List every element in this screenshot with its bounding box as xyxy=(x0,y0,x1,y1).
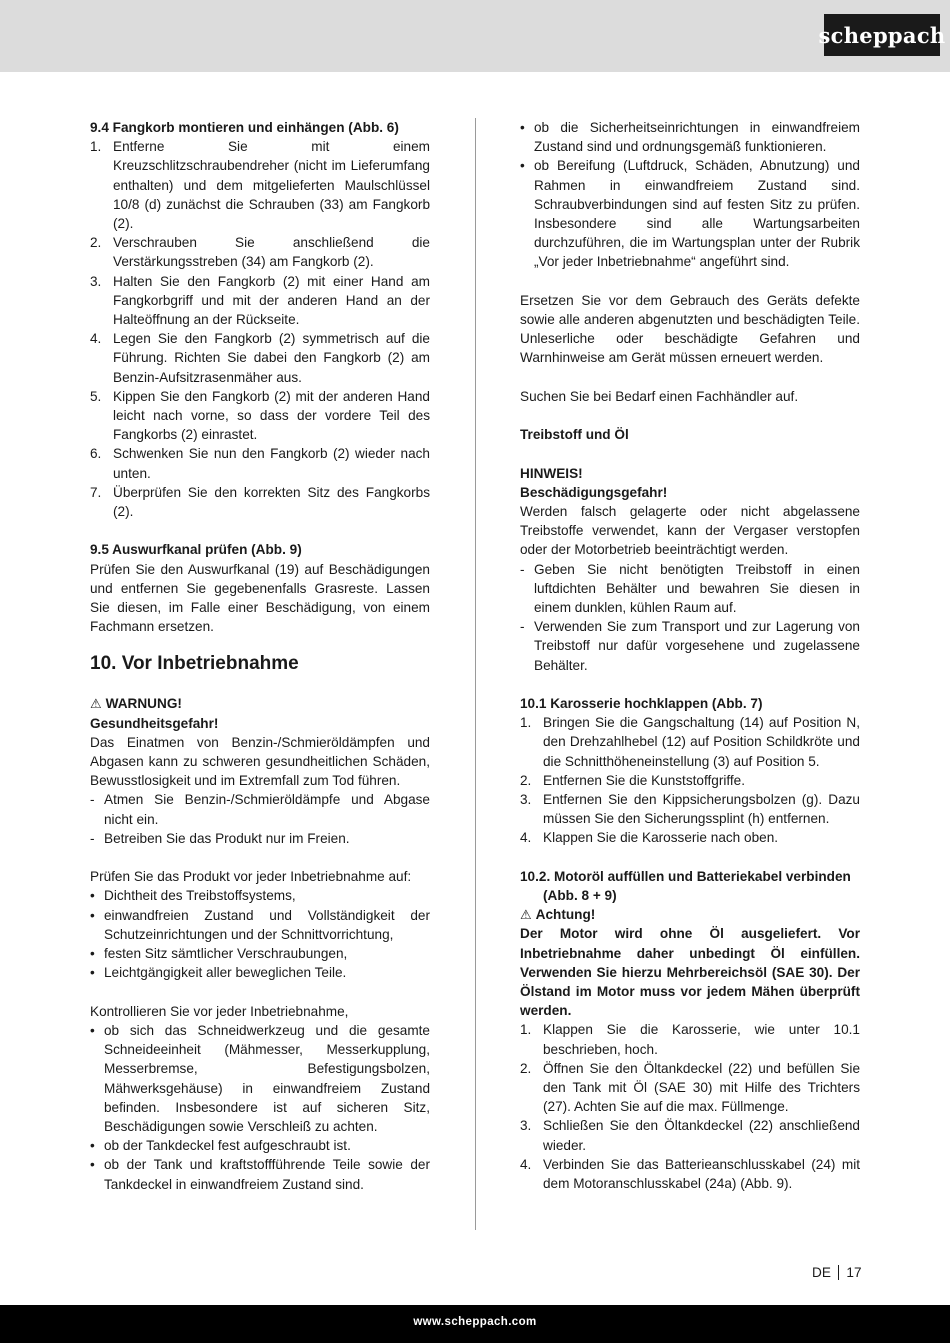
page-number xyxy=(812,1265,862,1280)
notice-list xyxy=(520,560,860,675)
notice-label: HINWEIS! xyxy=(520,465,583,481)
section-10-1-title: 10.1 Karosserie hochklappen (Abb. 7) xyxy=(520,696,763,712)
list-item: - Verwenden Sie zum Transport und zur Lagerung von Treibstoff nur dafür vorgesehene und zugelassene Behälter. xyxy=(520,619,860,673)
list-item: 7. Überprüfen Sie den korrekten Sitz des Fangkorbs (2). xyxy=(90,484,430,520)
section-10-2-title: 10.2. Motoröl auffüllen und Batteriekabel verbinden (Abb. 8 + 9) xyxy=(520,868,851,904)
list-item: 2. Verschrauben Sie anschließend die Verstärkungsstreben (34) am Fangkorb (2). xyxy=(90,235,430,270)
page-language: DE xyxy=(812,1265,831,1280)
list-item: • ob der Tankdeckel fest aufgeschraubt ist. xyxy=(90,1138,351,1154)
list-item: 3. Halten Sie den Fangkorb (2) mit einer Hand am Fangkorbgriff und mit der anderen Hand an der Halteöffnung an der Rückseite. xyxy=(90,273,430,328)
list-item: - Geben Sie nicht benötigten Treibstoff in einen luftdichten Behälter und bewahren Sie diesen in einem dunklen, kühlen Raum auf. xyxy=(520,561,860,616)
check-list xyxy=(90,886,430,982)
section-9-5-text: Prüfen Sie den Auswurfkanal (19) auf Beschädigungen und entfernen Sie gegebenenfalls Grasreste. Lassen Sie diesen, im Falle einer Beschädigung, von einem Fachmann ersetzen. xyxy=(90,561,430,635)
list-item: 4. Klappen Sie die Karosserie nach oben. xyxy=(520,830,779,846)
left-column xyxy=(90,118,430,1194)
notice-subtitle: Beschädigungsgefahr! xyxy=(520,484,668,500)
check-intro: Prüfen Sie das Produkt vor jeder Inbetriebnahme auf: xyxy=(90,869,412,885)
warning-subtitle: Gesundheitsgefahr! xyxy=(90,715,219,731)
caution-heading xyxy=(520,905,860,924)
list-item: - Atmen Sie Benzin-/Schmieröldämpfe und Abgase nicht ein. xyxy=(90,792,430,827)
list-item: • Dichtheit des Treibstoffsystems, xyxy=(90,888,296,904)
warning-triangle-icon: ⚠ xyxy=(90,696,102,712)
replace-text: Ersetzen Sie vor dem Gebrauch des Geräts defekte sowie alle anderen abgenutzten und beschädigten Teile. Unleserliche oder beschädigte Gefahren und Warnhinweise am Gerät müssen erneuert werden. xyxy=(520,292,860,366)
notice-text: Werden falsch gelagerte oder nicht abgelassene Treibstoffe verwendet, kann der Vergaser verstopfen oder der Motorbetrieb beeinträchtigt werden. xyxy=(520,504,860,558)
list-item: • ob Bereifung (Luftdruck, Schäden, Abnutzung) und Rahmen in einwandfreiem Zustand sind. Schraubverbindungen sind auf festen Sitz zu prüfen. Insbesondere sind alle Wartungsarbeiten durchzuführen, die im Wartungsplan unter der Rubrik „Vor jeder Inbetriebnahme“ angeführt sind. xyxy=(520,158,860,270)
warning-label: WARNUNG! xyxy=(105,696,182,712)
warning-triangle-icon: ⚠ xyxy=(520,907,532,923)
section-10-2-steps xyxy=(520,1020,860,1193)
list-item: 1. Entferne Sie mit einem Kreuzschlitzschraubendreher (nicht im Lieferumfang enthalten) und dem mitgelieferten Maulschlüssel 10/8 (d) zunächst die Schrauben (33) am Fangkorb (2). xyxy=(90,139,430,232)
control-list xyxy=(90,1021,430,1194)
dealer-text: Suchen Sie bei Bedarf einen Fachhändler auf. xyxy=(520,388,799,404)
list-item: 6. Schwenken Sie nun den Fangkorb (2) wieder nach unten. xyxy=(90,446,430,481)
control-intro: Kontrollieren Sie vor jeder Inbetriebnahme, xyxy=(90,1003,349,1019)
list-item: 4. Verbinden Sie das Batterieanschlusskabel (24) mit dem Motoranschlusskabel (24a) (Abb. 9). xyxy=(520,1156,860,1192)
brand-name: scheppach xyxy=(818,22,946,48)
section-10-title: 10. Vor Inbetriebnahme xyxy=(90,653,299,675)
right-column xyxy=(520,118,860,1193)
section-9-4-steps xyxy=(90,137,430,521)
fuel-title: Treibstoff und Öl xyxy=(520,427,629,443)
warning-text: Das Einatmen von Benzin-/Schmieröldämpfen und Abgasen kann zu schweren gesundheitlichen Schäden, Bewusstlosigkeit und im Extremfall zum Tod führen. xyxy=(90,734,430,789)
list-item: 2. Öffnen Sie den Öltankdeckel (22) und befüllen Sie den Tank mit Öl (SAE 30) mit Hilfe des Trichters (27). Achten Sie auf die max. Füllmenge. xyxy=(520,1060,860,1115)
footer-website: www.scheppach.com xyxy=(413,1316,537,1328)
list-item: • festen Sitz sämtlicher Verschraubungen, xyxy=(90,946,348,962)
list-item: 3. Entfernen Sie den Kippsicherungsbolzen (g). Dazu müssen Sie den Sicherungssplint (h) entfernen. xyxy=(520,792,860,827)
list-item: • ob der Tank und kraftstoffführende Teile sowie der Tankdeckel in einwandfreiem Zustand sind. xyxy=(90,1157,430,1192)
section-9-4-title: 9.4 Fangkorb montieren und einhängen (Abb. 6) xyxy=(90,120,399,135)
list-item: • einwandfreien Zustand und Vollständigkeit der Schutzeinrichtungen und der Schnittvorrichtung, xyxy=(90,907,430,942)
warning-heading xyxy=(90,694,430,713)
section-9-5-title: 9.5 Auswurfkanal prüfen (Abb. 9) xyxy=(90,542,302,558)
list-item: 2. Entfernen Sie die Kunststoffgriffe. xyxy=(520,772,746,788)
control-list-continued xyxy=(520,118,860,272)
list-item: 5. Kippen Sie den Fangkorb (2) mit der anderen Hand leicht nach vorne, so dass der vordere Teil des Fangkorbs (2) einrastet. xyxy=(90,388,430,443)
column-divider xyxy=(475,118,476,1230)
page-number-separator xyxy=(838,1265,840,1280)
list-item: • ob die Sicherheitseinrichtungen in einwandfreiem Zustand sind und ordnungsgemäß funktionieren. xyxy=(520,120,860,155)
brand-logo xyxy=(818,14,946,56)
list-item: 1. Klappen Sie die Karosserie, wie unter 10.1 beschrieben, hoch. xyxy=(520,1022,860,1057)
list-item: 1. Bringen Sie die Gangschaltung (14) auf Position N, den Drehzahlhebel (12) auf Position Schildkröte und die Schnitthöheneinstellung (3) auf Position 5. xyxy=(520,715,860,769)
warning-list xyxy=(90,790,430,848)
list-item: - Betreiben Sie das Produkt nur im Freien. xyxy=(90,830,350,846)
list-item: • Leichtgängigkeit aller beweglichen Teile. xyxy=(90,965,347,981)
caution-text: Der Motor wird ohne Öl ausgeliefert. Vor Inbetriebnahme daher unbedingt Öl einfüllen. Verwenden Sie hierzu Mehrbereichsöl (SAE 30). Der Ölstand im Motor muss vor jedem Mähen überprüft werden. xyxy=(520,926,860,1019)
list-item: • ob sich das Schneidwerkzeug und die gesamte Schneideeinheit (Mähmesser, Messerkupplung, Messerbremse, Befestigungsbolzen, Mähwerksgehäuse) in einwandfreiem Zustand befinden. Insbesondere ist auf sicheren Sitz, Beschädigungen sowie Verschleiß zu achten. xyxy=(90,1022,430,1134)
header-bar xyxy=(0,0,950,72)
list-item: 3. Schließen Sie den Öltankdeckel (22) anschließend wieder. xyxy=(520,1118,860,1153)
section-10-1-steps xyxy=(520,713,860,847)
page-number-value: 17 xyxy=(846,1265,862,1280)
list-item: 4. Legen Sie den Fangkorb (2) symmetrisch auf die Führung. Richten Sie dabei den Fangkorb (2) am Benzin-Aufsitzrasenmäher aus. xyxy=(90,331,430,385)
footer-bar xyxy=(0,1305,950,1343)
caution-label: Achtung! xyxy=(535,907,596,923)
